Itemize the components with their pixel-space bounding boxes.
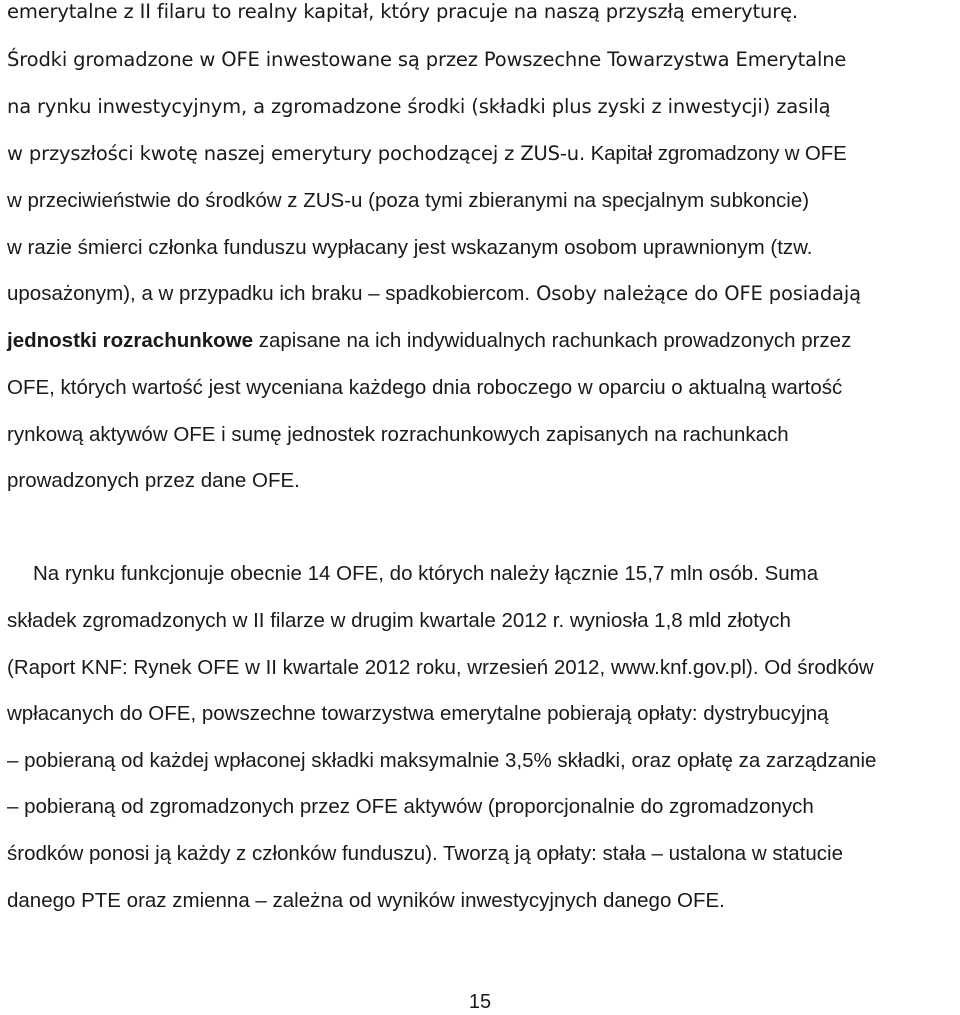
page-number: 15 [468,991,492,1013]
text-line: wpłacanych do OFE, powszechne towarzystwa emerytalne pobierają opłaty: dystrybucyjną [7,702,829,725]
text-line: prowadzonych przez dane OFE. [7,469,300,492]
text-span: zapisane na ich indywidualnych rachunkach prowadzonych przez [253,329,852,352]
text-span: w przyszłości kwotę naszej emerytury pochodzącej z ZUS-u. [7,142,586,165]
bold-term: jednostki rozrachunkowe [7,329,254,352]
text-line: składek zgromadzonych w II filarze w drugim kwartale 2012 r. wyniosła 1,8 mld złotych [7,609,791,632]
text-line: – pobieraną od każdej wpłaconej składki maksymalnie 3,5% składki, oraz opłatę za zarządzanie [7,749,877,772]
text-span: Kapitał zgromadzony w OFE [585,142,847,165]
text-line: emerytalne z II filaru to realny kapitał, który pracuje na naszą przyszłą emeryturę. [7,0,798,23]
text-line: Na rynku funkcjonuje obecnie 14 OFE, do których należy łącznie 15,7 mln osób. Suma [33,562,819,585]
text-line [7,282,861,306]
text-line: danego PTE oraz zmienna – zależna od wyników inwestycyjnych danego OFE. [7,889,725,912]
text-line: – pobieraną od zgromadzonych przez OFE aktywów (proporcjonalnie do zgromadzonych [7,795,814,818]
text-span: uposażonym), a w przypadku ich braku – spadkobiercom. [7,282,531,305]
text-line: w razie śmierci członka funduszu wypłacany jest wskazanym osobom uprawnionym (tzw. [7,236,813,259]
text-line [7,329,851,353]
text-line [7,142,847,166]
text-line: Środki gromadzone w OFE inwestowane są przez Powszechne Towarzystwa Emerytalne [7,48,847,71]
text-line: OFE, których wartość jest wyceniana każdego dnia roboczego w oparciu o aktualną wartość [7,376,843,399]
text-line: środków ponosi ją każdy z członków funduszu). Tworzą ją opłaty: stała – ustalona w statucie [7,842,843,865]
text-line: rynkową aktywów OFE i sumę jednostek rozrachunkowych zapisanych na rachunkach [7,423,789,446]
text-line: (Raport KNF: Rynek OFE w II kwartale 2012 roku, wrzesień 2012, www.knf.gov.pl). Od środków [7,656,874,679]
text-span: Osoby należące do OFE posiadają [530,282,861,305]
text-line: w przeciwieństwie do środków z ZUS-u (poza tymi zbieranymi na specjalnym subkoncie) [7,189,810,212]
text-line: na rynku inwestycyjnym, a zgromadzone środki (składki plus zyski z inwestycji) zasilą [7,95,831,118]
